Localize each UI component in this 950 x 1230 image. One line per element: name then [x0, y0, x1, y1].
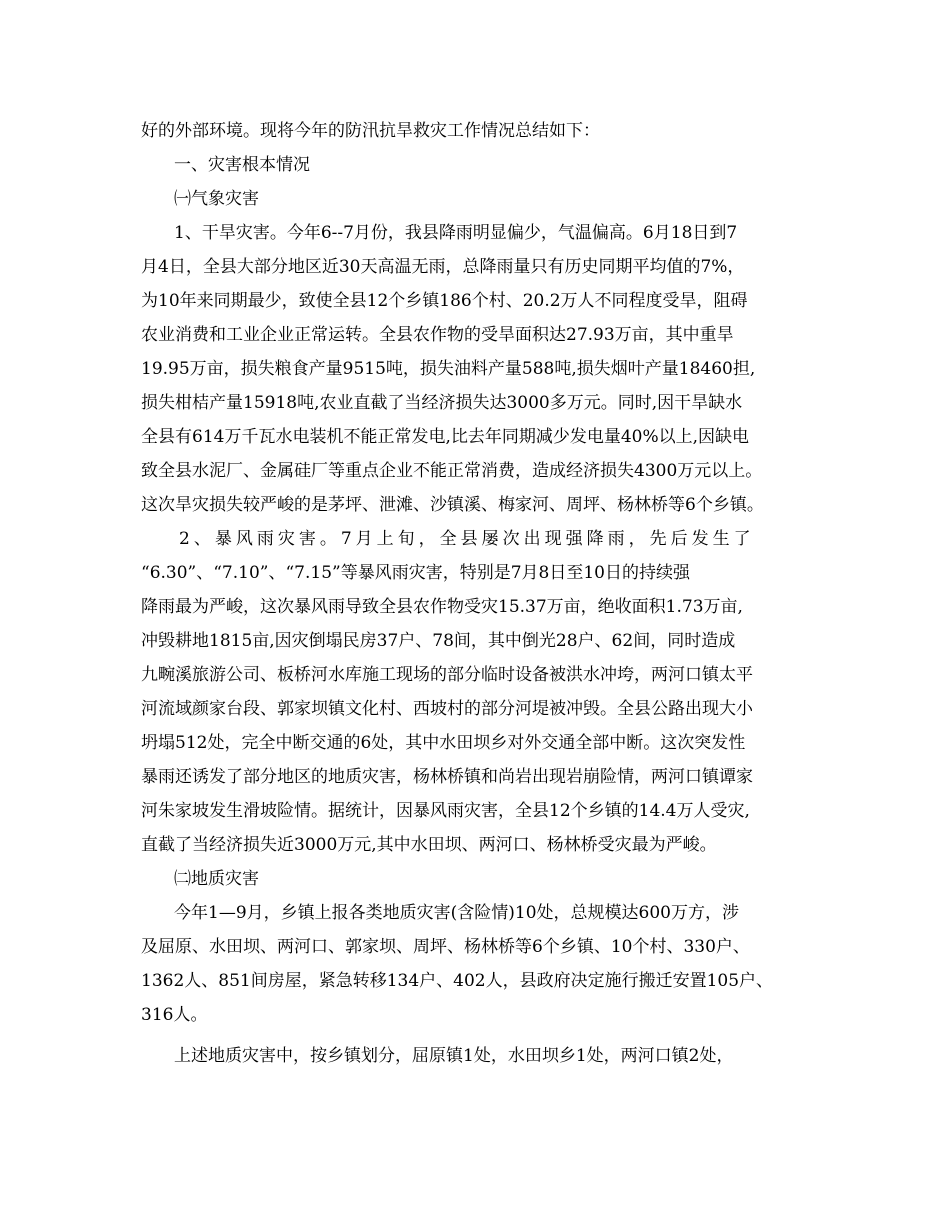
- text-line-18: 河流域颜家台段、郭家坝镇文化村、西坡村的部分河堤被冲毁。全县公路出现大小: [141, 699, 753, 719]
- text-line-10: 全县有614万千瓦水电装机不能正常发电,比去年同期减少发电量40%以上,因缺电: [141, 427, 750, 447]
- text-line-16: 冲毁耕地1815亩,因灾倒塌民房37户、78间，其中倒光28户、62间，同时造成: [141, 631, 736, 651]
- text-line-20: 暴雨还诱发了部分地区的地质灾害，杨林桥镇和尚岩出现岩崩险情，两河口镇谭家: [141, 767, 753, 787]
- text-line-12: 这次旱灾损失较严峻的是茅坪、泄滩、沙镇溪、梅家河、周坪、杨林桥等6个乡镇。: [141, 495, 764, 515]
- text-line-22: 直截了当经济损失近3000万元,其中水田坝、两河口、杨林桥受灾最为严峻。: [141, 835, 717, 855]
- subsection-heading-1: ㈠气象灾害: [174, 189, 259, 209]
- text-line-25: 及屈原、水田坝、两河口、郭家坝、周坪、杨林桥等6个乡镇、10个村、330户、: [141, 937, 750, 957]
- text-line-24: 今年1—9月，乡镇上报各类地质灾害(含险情)10处，总规模达600万方，涉: [174, 903, 739, 923]
- text-line-19: 坍塌512处，完全中断交通的6处，其中水田坝乡对外交通全部中断。这次突发性: [141, 733, 746, 753]
- text-line-7: 农业消费和工业企业正常运转。全县农作物的受旱面积达27.93万亩，其中重旱: [141, 325, 734, 345]
- text-line-6: 为10年来同期最少，致使全县12个乡镇186个村、20.2万人不同程度受旱，阻碍: [141, 291, 748, 311]
- text-line-8: 19.95万亩，损失粮食产量9515吨，损失油料产量588吨,损失烟叶产量18460担,: [141, 359, 756, 379]
- text-line-27: 316人。: [141, 1005, 208, 1025]
- text-line-17: 九畹溪旅游公司、板桥河水库施工现场的部分临时设备被洪水冲垮，两河口镇太平: [141, 665, 753, 685]
- text-line-15: 降雨最为严峻，这次暴风雨导致全县农作物受灾15.37万亩，绝收面积1.73万亩,: [141, 597, 743, 617]
- subsection-heading-2: ㈡地质灾害: [174, 869, 259, 889]
- text-line-1: 好的外部环境。现将今年的防汛抗旱救灾工作情况总结如下：: [141, 121, 600, 141]
- section-heading-1: 一、灾害根本情况: [174, 155, 310, 175]
- text-line-4: 1、干旱灾害。今年6--7月份，我县降雨明显偏少，气温偏高。6月18日到7: [174, 223, 738, 243]
- text-line-5: 月4日，全县大部分地区近30天高温无雨，总降雨量只有历史同期平均值的7%，: [141, 257, 745, 277]
- text-line-9: 损失柑桔产量15918吨,农业直截了当经济损失达3000多万元。同时,因干旱缺水: [141, 393, 743, 413]
- text-line-14: “6.30”、“7.10”、“7.15”等暴风雨灾害，特别是7月8日至10日的持续强: [141, 563, 690, 583]
- text-line-28: 上述地质灾害中，按乡镇划分，屈原镇1处，水田坝乡1处，两河口镇2处，: [174, 1046, 734, 1066]
- text-line-21: 河朱家坡发生滑坡险情。据统计，因暴风雨灾害，全县12个乡镇的14.4万人受灾,: [141, 801, 750, 821]
- text-line-26: 1362人、851间房屋，紧急转移134户、402人，县政府决定施行搬迁安置105户、: [141, 971, 774, 991]
- text-line-13: 2、暴风雨灾害。7月上旬，全县屡次出现强降雨，先后发生了: [179, 529, 755, 549]
- text-line-11: 致全县水泥厂、金属硅厂等重点企业不能正常消费，造成经济损失4300万元以上。: [141, 461, 763, 481]
